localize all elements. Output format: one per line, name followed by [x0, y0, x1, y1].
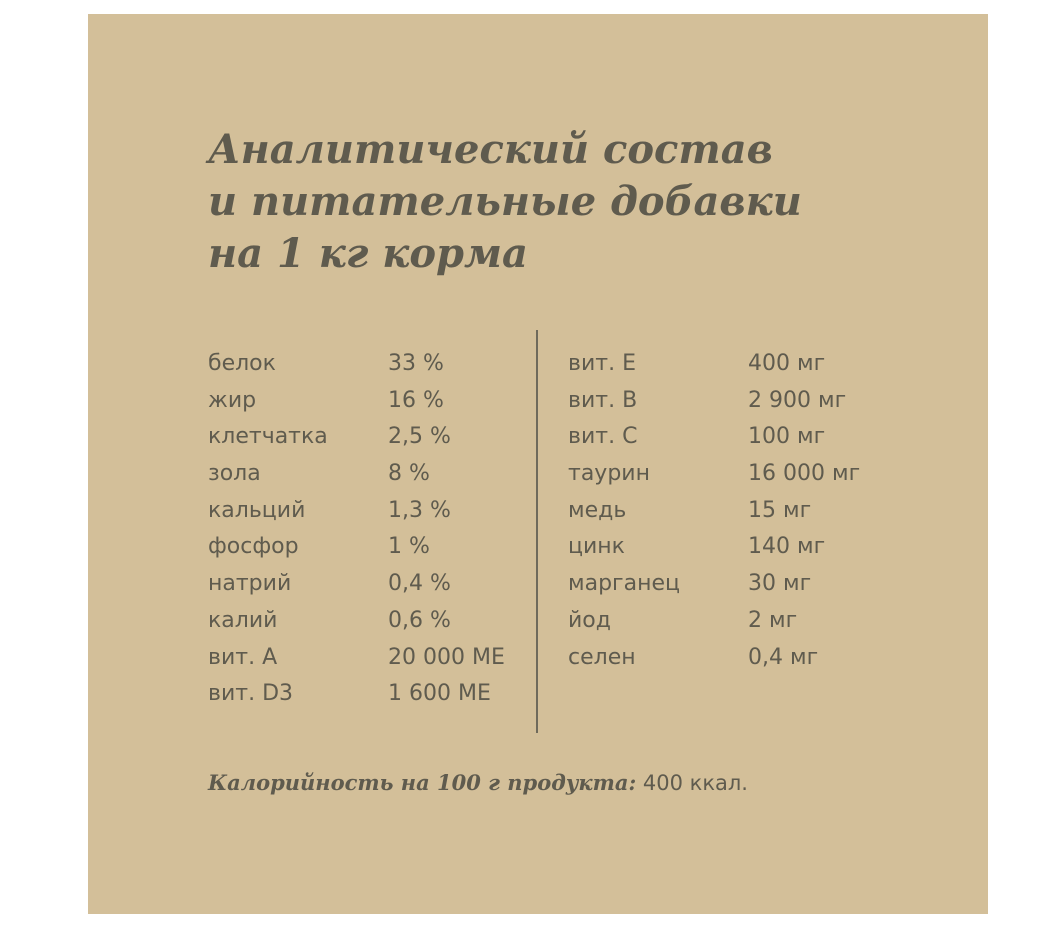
nutrient-value: 30 мг: [748, 571, 812, 597]
nutrient-value: 100 мг: [748, 424, 826, 450]
nutrient-name: таурин: [568, 461, 650, 487]
nutrient-value: 16 %: [388, 387, 444, 413]
calorie-value: 400 ккал.: [636, 771, 748, 795]
nutrient-name: вит. А: [208, 644, 278, 670]
nutrient-value: 8 %: [388, 461, 430, 487]
nutrient-value: 2 900 мг: [748, 387, 847, 413]
calorie-label: Калорийность на 100 г продукта:: [208, 770, 637, 795]
nutrient-value: 16 000 мг: [748, 461, 861, 487]
nutrient-name: зола: [208, 461, 261, 487]
nutrient-name: селен: [568, 644, 636, 670]
column-divider: [536, 330, 538, 733]
nutrient-name: клетчатка: [208, 424, 328, 450]
calorie-info: [208, 768, 748, 798]
nutrient-name: фосфор: [208, 534, 299, 560]
nutrient-value: 2,5 %: [388, 424, 451, 450]
nutrient-value: 0,6 %: [388, 607, 451, 633]
nutrient-name: белок: [208, 351, 276, 376]
composition-panel: [88, 14, 988, 914]
nutrient-value: 33 %: [388, 351, 444, 376]
nutrient-value: 1 600 МЕ: [388, 681, 491, 707]
nutrient-name: йод: [568, 607, 611, 633]
nutrient-value: 140 мг: [748, 534, 826, 560]
nutrient-value: 1,3 %: [388, 497, 451, 523]
title-line-3: на 1 кг корма: [208, 230, 528, 277]
nutrient-name: жир: [208, 387, 257, 413]
nutrient-name: вит. С: [568, 424, 638, 450]
nutrient-value: 2 мг: [748, 607, 798, 633]
nutrient-name: калий: [208, 607, 278, 633]
page-title: [208, 124, 802, 280]
nutrient-name: натрий: [208, 571, 292, 597]
title-line-1: Аналитический состав: [208, 126, 773, 173]
nutrient-name: марганец: [568, 571, 680, 597]
nutrient-name: цинк: [568, 534, 625, 560]
nutrient-value: 1 %: [388, 534, 430, 560]
nutrient-name: вит. Е: [568, 351, 636, 376]
nutrient-name: вит. В: [568, 387, 638, 413]
title-line-2: и питательные добавки: [208, 178, 802, 225]
nutrient-name: медь: [568, 497, 627, 523]
nutrient-name: вит. D3: [208, 681, 294, 707]
nutrient-value: 0,4 %: [388, 571, 451, 597]
nutrient-value: 15 мг: [748, 497, 812, 523]
nutrient-name: кальций: [208, 497, 306, 523]
nutrient-value: 400 мг: [748, 351, 826, 376]
nutrient-value: 20 000 МЕ: [388, 644, 505, 670]
nutrient-value: 0,4 мг: [748, 644, 819, 670]
